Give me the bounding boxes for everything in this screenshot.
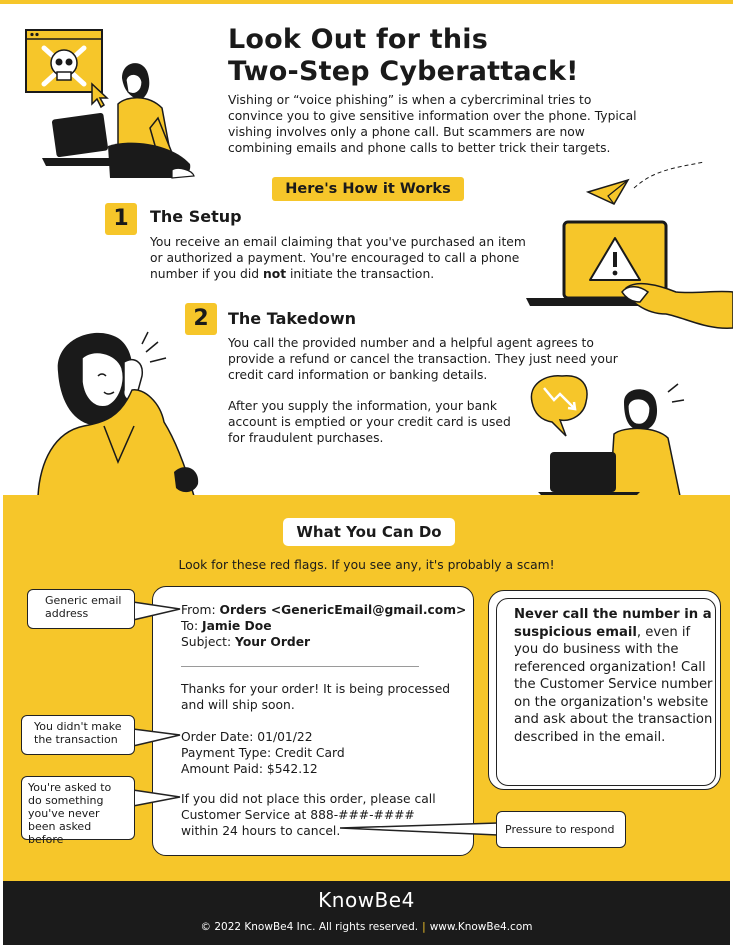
title-line-1: Look Out for this	[228, 24, 489, 55]
callout-pressure-to-respond: Pressure to respond	[496, 811, 626, 848]
intro-paragraph: Vishing or “voice phishing” is when a cybercriminal tries to convince you to give sensitive information over the phone. Typical vishing involves only a phone call. But scammers are now combining emails and phone calls to better trick their targets.	[228, 93, 637, 155]
email-amount-paid: Amount Paid: $542.12	[181, 762, 318, 776]
footer-copyright-line	[0, 921, 733, 933]
email-to-value: Jamie Doe	[202, 619, 272, 633]
title-line-2: Two-Step Cyberattack!	[228, 56, 579, 87]
step-1-body-end: initiate the transaction.	[286, 267, 435, 281]
tip-text	[514, 606, 714, 746]
callout-asked-to-do-something: You're asked to do something you've never been asked before	[21, 776, 135, 840]
step-2-body-2: After you supply the information, your bank account is emptied or your credit card is used for fraudulent purchases.	[228, 399, 511, 445]
callout-didnt-make-transaction: You didn't make the transaction	[21, 715, 135, 755]
step-2-number: 2	[185, 303, 217, 335]
email-payment-type: Payment Type: Credit Card	[181, 746, 345, 760]
step-1-body-text: You receive an email claiming that you've purchased an item or authorized a payment. You're encouraged to call a phone number if you did	[150, 235, 526, 281]
pointer-generic-email	[133, 602, 180, 620]
pointer-pressure	[340, 823, 498, 835]
pointer-didnt-make	[133, 729, 180, 746]
step-2-title: The Takedown	[228, 309, 357, 328]
email-to-label: To:	[181, 619, 199, 633]
email-subject-label: Subject:	[181, 635, 232, 649]
tip-text-rest: , even if you do business with the referenced organization! Call the Customer Service number on the organization's website and ask about the transaction described in the email.	[514, 624, 713, 745]
email-body-text: Thanks for your order! It is being processed and will ship soon.	[181, 682, 451, 712]
footer-separator: |	[422, 921, 426, 933]
website-link[interactable]: www.KnowBe4.com	[429, 921, 533, 933]
tip-text-bold: Never call the number in a suspicious email	[514, 607, 712, 640]
what-you-can-do-heading: What You Can Do	[283, 518, 455, 546]
step-1-body-emphasis: not	[263, 267, 287, 281]
email-from-value: Orders <GenericEmail@gmail.com>	[219, 603, 467, 617]
step-1-number: 1	[105, 203, 137, 235]
email-subject-value: Your Order	[235, 635, 311, 649]
how-it-works-heading: Here's How it Works	[272, 177, 464, 201]
email-from-label: From:	[181, 603, 216, 617]
step-1-title: The Setup	[150, 207, 242, 226]
red-flags-subheading: Look for these red flags. If you see any, it's probably a scam!	[178, 558, 555, 572]
callout-generic-email: Generic email address	[27, 589, 135, 629]
pointer-asked-to-do	[133, 790, 180, 806]
email-instructions: If you did not place this order, please call Customer Service at 888-###-#### within 24 hours to cancel.	[181, 792, 436, 838]
knowbe4-logo: KnowBe4	[318, 888, 415, 912]
email-order-date: Order Date: 01/01/22	[181, 730, 313, 744]
step-2-body: You call the provided number and a helpful agent agrees to provide a refund or cancel the transaction. They just need your credit card information or banking details.	[228, 336, 618, 382]
copyright-text: © 2022 KnowBe4 Inc. All rights reserved.	[200, 921, 419, 933]
